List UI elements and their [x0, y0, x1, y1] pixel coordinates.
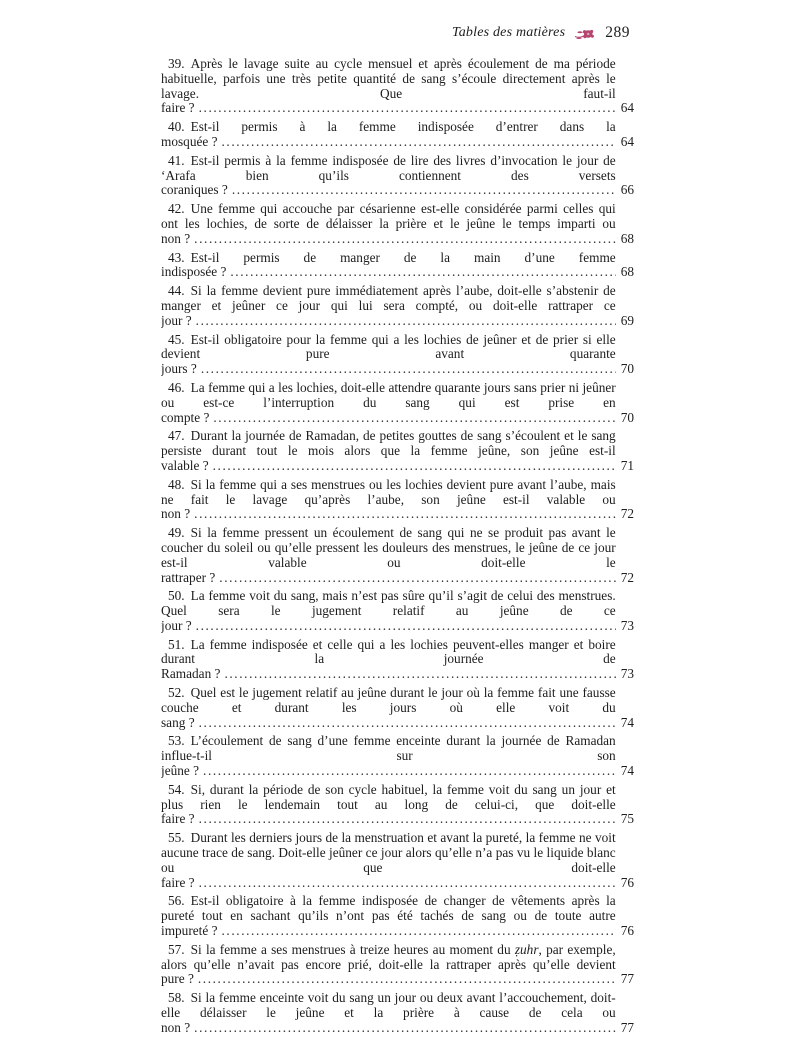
entry-line — [161, 120, 616, 150]
toc-entry — [161, 284, 634, 328]
entry-text: Est-il permis à la femme indisposée de lire des livres d’invocation le jour de ‘Arafa bien qu’ils contiennent des versets coraniques ? — [161, 153, 616, 198]
entry-number: 39. — [168, 57, 185, 71]
entry-number: 54. — [168, 782, 185, 797]
toc-entry — [161, 734, 634, 778]
toc-entry — [161, 57, 634, 116]
entry-text: Si, durant la période de son cycle habituel, la femme voit du sang un jour et plus rien le lendemain tout au long de celui-ci, que doit-elle faire ? — [161, 782, 616, 827]
entry-line — [161, 251, 616, 281]
entry-page-number: 68 — [620, 230, 634, 246]
entry-text: Si la femme qui a ses menstrues ou les lochies devient pure avant l’aube, mais ne fait le lavage qu’après l’aube, son jeûne est-il valable ou non ? — [161, 477, 616, 522]
entry-text: Si la femme pressent un écoulement de sang qui ne se produit pas avant le coucher du soleil ou qu’elle pressent les douleurs des menstrues, le jeûne de ce jour est-il valable ou doit-elle le rattraper ? — [161, 526, 616, 585]
entry-line — [161, 991, 616, 1035]
entry-line — [161, 589, 616, 633]
entry-line — [161, 686, 616, 730]
entry-page-number: 74 — [620, 763, 634, 779]
entry-page-number: 71 — [620, 457, 634, 473]
toc-entry — [161, 991, 634, 1035]
toc-entry — [161, 333, 634, 377]
toc-entry — [161, 251, 634, 281]
toc-list — [161, 57, 634, 1036]
entry-line — [161, 943, 616, 987]
toc-entry — [161, 831, 634, 890]
entry-line — [161, 478, 616, 522]
entry-page-number: 64 — [620, 133, 634, 149]
entry-page-number: 70 — [620, 361, 634, 377]
entry-line — [161, 284, 616, 328]
entry-number: 44. — [168, 284, 185, 299]
entry-text: Si la femme a ses menstrues à treize heures au moment du ẓuhr, par exemple, alors qu’elle n’avait pas encore prié, doit-elle la rattraper après qu’elle devient pure ? — [161, 942, 616, 987]
entry-number: 46. — [168, 380, 185, 395]
entry-line — [161, 202, 616, 246]
entry-page-number: 73 — [620, 666, 634, 682]
entry-number: 45. — [168, 332, 185, 347]
entry-text: Si la femme devient pure immédiatement après l’aube, doit-elle s’abstenir de manger et jeûner ce jour qui lui sera compté, ou doit-elle rattraper ce jour ? — [161, 284, 616, 328]
entry-text: Est-il permis à la femme indisposée d’entrer dans la mosquée ? — [161, 120, 616, 149]
entry-number: 51. — [168, 637, 185, 652]
entry-line — [161, 638, 616, 682]
entry-text: Est-il obligatoire à la femme indisposée de changer de vêtements après la pureté tout en sachant qu’ils n’ont pas été tachés de sang ou de toute autre impureté ? — [161, 894, 616, 939]
entry-number: 53. — [168, 734, 185, 749]
entry-line — [161, 894, 616, 938]
entry-page-number: 72 — [620, 506, 634, 522]
entry-number: 47. — [168, 429, 185, 444]
toc-entry — [161, 894, 634, 938]
toc-entry — [161, 478, 634, 522]
entry-number: 49. — [168, 526, 185, 541]
entry-line — [161, 333, 616, 377]
entry-page-number: 69 — [620, 312, 634, 328]
entry-page-number: 72 — [620, 569, 634, 585]
entry-text: L’écoulement de sang d’une femme enceinte durant la journée de Ramadan influe-t-il sur son jeûne ? — [161, 734, 616, 779]
entry-line — [161, 831, 616, 890]
folio-page-number: 289 — [605, 24, 630, 41]
entry-number: 50. — [168, 589, 185, 604]
entry-text: Une femme qui accouche par césarienne est-elle considérée parmi celles qui ont les lochies, de sorte de délaisser la prière et le jeûne le temps imparti ou non ? — [161, 202, 616, 246]
entry-number: 41. — [168, 153, 185, 168]
entry-page-number: 77 — [620, 971, 634, 987]
entry-number: 58. — [168, 991, 185, 1006]
entry-text: Est-il obligatoire pour la femme qui a les lochies de jeûner et de prier si elle devient pure avant quarante jours ? — [161, 332, 616, 377]
entry-text: Durant la journée de Ramadan, de petites gouttes de sang s’écoulent et le sang persiste durant tout le mois alors que la femme jeûne, son jeûne est-il valable ? — [161, 429, 616, 473]
toc-entry — [161, 686, 634, 730]
entry-text: Quel est le jugement relatif au jeûne durant le jour où la femme fait une fausse couche et durant les jours où elle voit du sang ? — [161, 686, 616, 730]
entry-number: 43. — [168, 250, 185, 265]
entry-text: Est-il permis de manger de la main d’une femme indisposée ? — [161, 250, 616, 280]
toc-entry — [161, 202, 634, 246]
toc-entry — [161, 943, 634, 987]
entry-text: La femme qui a les lochies, doit-elle attendre quarante jours sans prier ni jeûner ou est-ce l’interruption du sang qui est prise en compte ? — [161, 380, 616, 425]
toc-entry — [161, 783, 634, 827]
entry-line — [161, 526, 616, 585]
entry-number: 55. — [168, 831, 185, 846]
entry-page-number: 64 — [620, 100, 634, 116]
entry-number: 48. — [168, 477, 185, 492]
entry-text: La femme voit du sang, mais n’est pas sûre qu’il s’agit de celui des menstrues. Quel sera le jugement relatif au jeûne de ce jour ? — [161, 589, 616, 633]
toc-entry — [161, 429, 634, 473]
entry-page-number: 76 — [620, 923, 634, 939]
entry-page-number: 70 — [620, 409, 634, 425]
toc-entry — [161, 526, 634, 585]
entry-line — [161, 154, 616, 198]
entry-number: 52. — [168, 686, 185, 701]
entry-page-number: 76 — [620, 874, 634, 890]
entry-page-number: 66 — [620, 182, 634, 198]
entry-line — [161, 734, 616, 778]
entry-line — [161, 57, 616, 116]
toc-entry — [161, 589, 634, 633]
entry-line — [161, 381, 616, 425]
entry-text: Durant les derniers jours de la menstruation et avant la pureté, la femme ne voit aucune trace de sang. Doit-elle jeûner ce jour alors qu’elle n’a pas vu le liquide blanc ou que doit-elle faire ? — [161, 831, 616, 890]
entry-number: 42. — [168, 202, 185, 217]
toc-entry — [161, 154, 634, 198]
text-column — [161, 24, 634, 1040]
entry-line — [161, 429, 616, 473]
entry-text: Si la femme enceinte voit du sang un jour ou deux avant l’accouchement, doit-elle délaisser le jeûne et la prière à cause de cela ou non ? — [161, 991, 616, 1035]
rose-fleuron-icon — [574, 27, 596, 41]
entry-number: 56. — [168, 894, 185, 909]
toc-entry — [161, 381, 634, 425]
toc-entry — [161, 120, 634, 150]
entry-page-number: 74 — [620, 714, 634, 730]
entry-text: La femme indisposée et celle qui a les lochies peuvent-elles manger et boire durant la journée de Ramadan ? — [161, 637, 616, 682]
entry-number: 40. — [168, 120, 185, 135]
entry-text: Après le lavage suite au cycle mensuel et après écoulement de ma période habituelle, parfois une très petite quantité de sang s’écoule directement après le lavage. Que faut-il faire ? — [161, 57, 616, 116]
entry-page-number: 75 — [620, 811, 634, 827]
running-title: Tables des matières — [452, 25, 566, 40]
page-header — [161, 24, 634, 42]
entry-page-number: 68 — [620, 264, 634, 280]
toc-entry — [161, 638, 634, 682]
entry-number: 57. — [168, 942, 185, 957]
entry-page-number: 73 — [620, 617, 634, 633]
entry-line — [161, 783, 616, 827]
entry-page-number: 77 — [620, 1019, 634, 1035]
